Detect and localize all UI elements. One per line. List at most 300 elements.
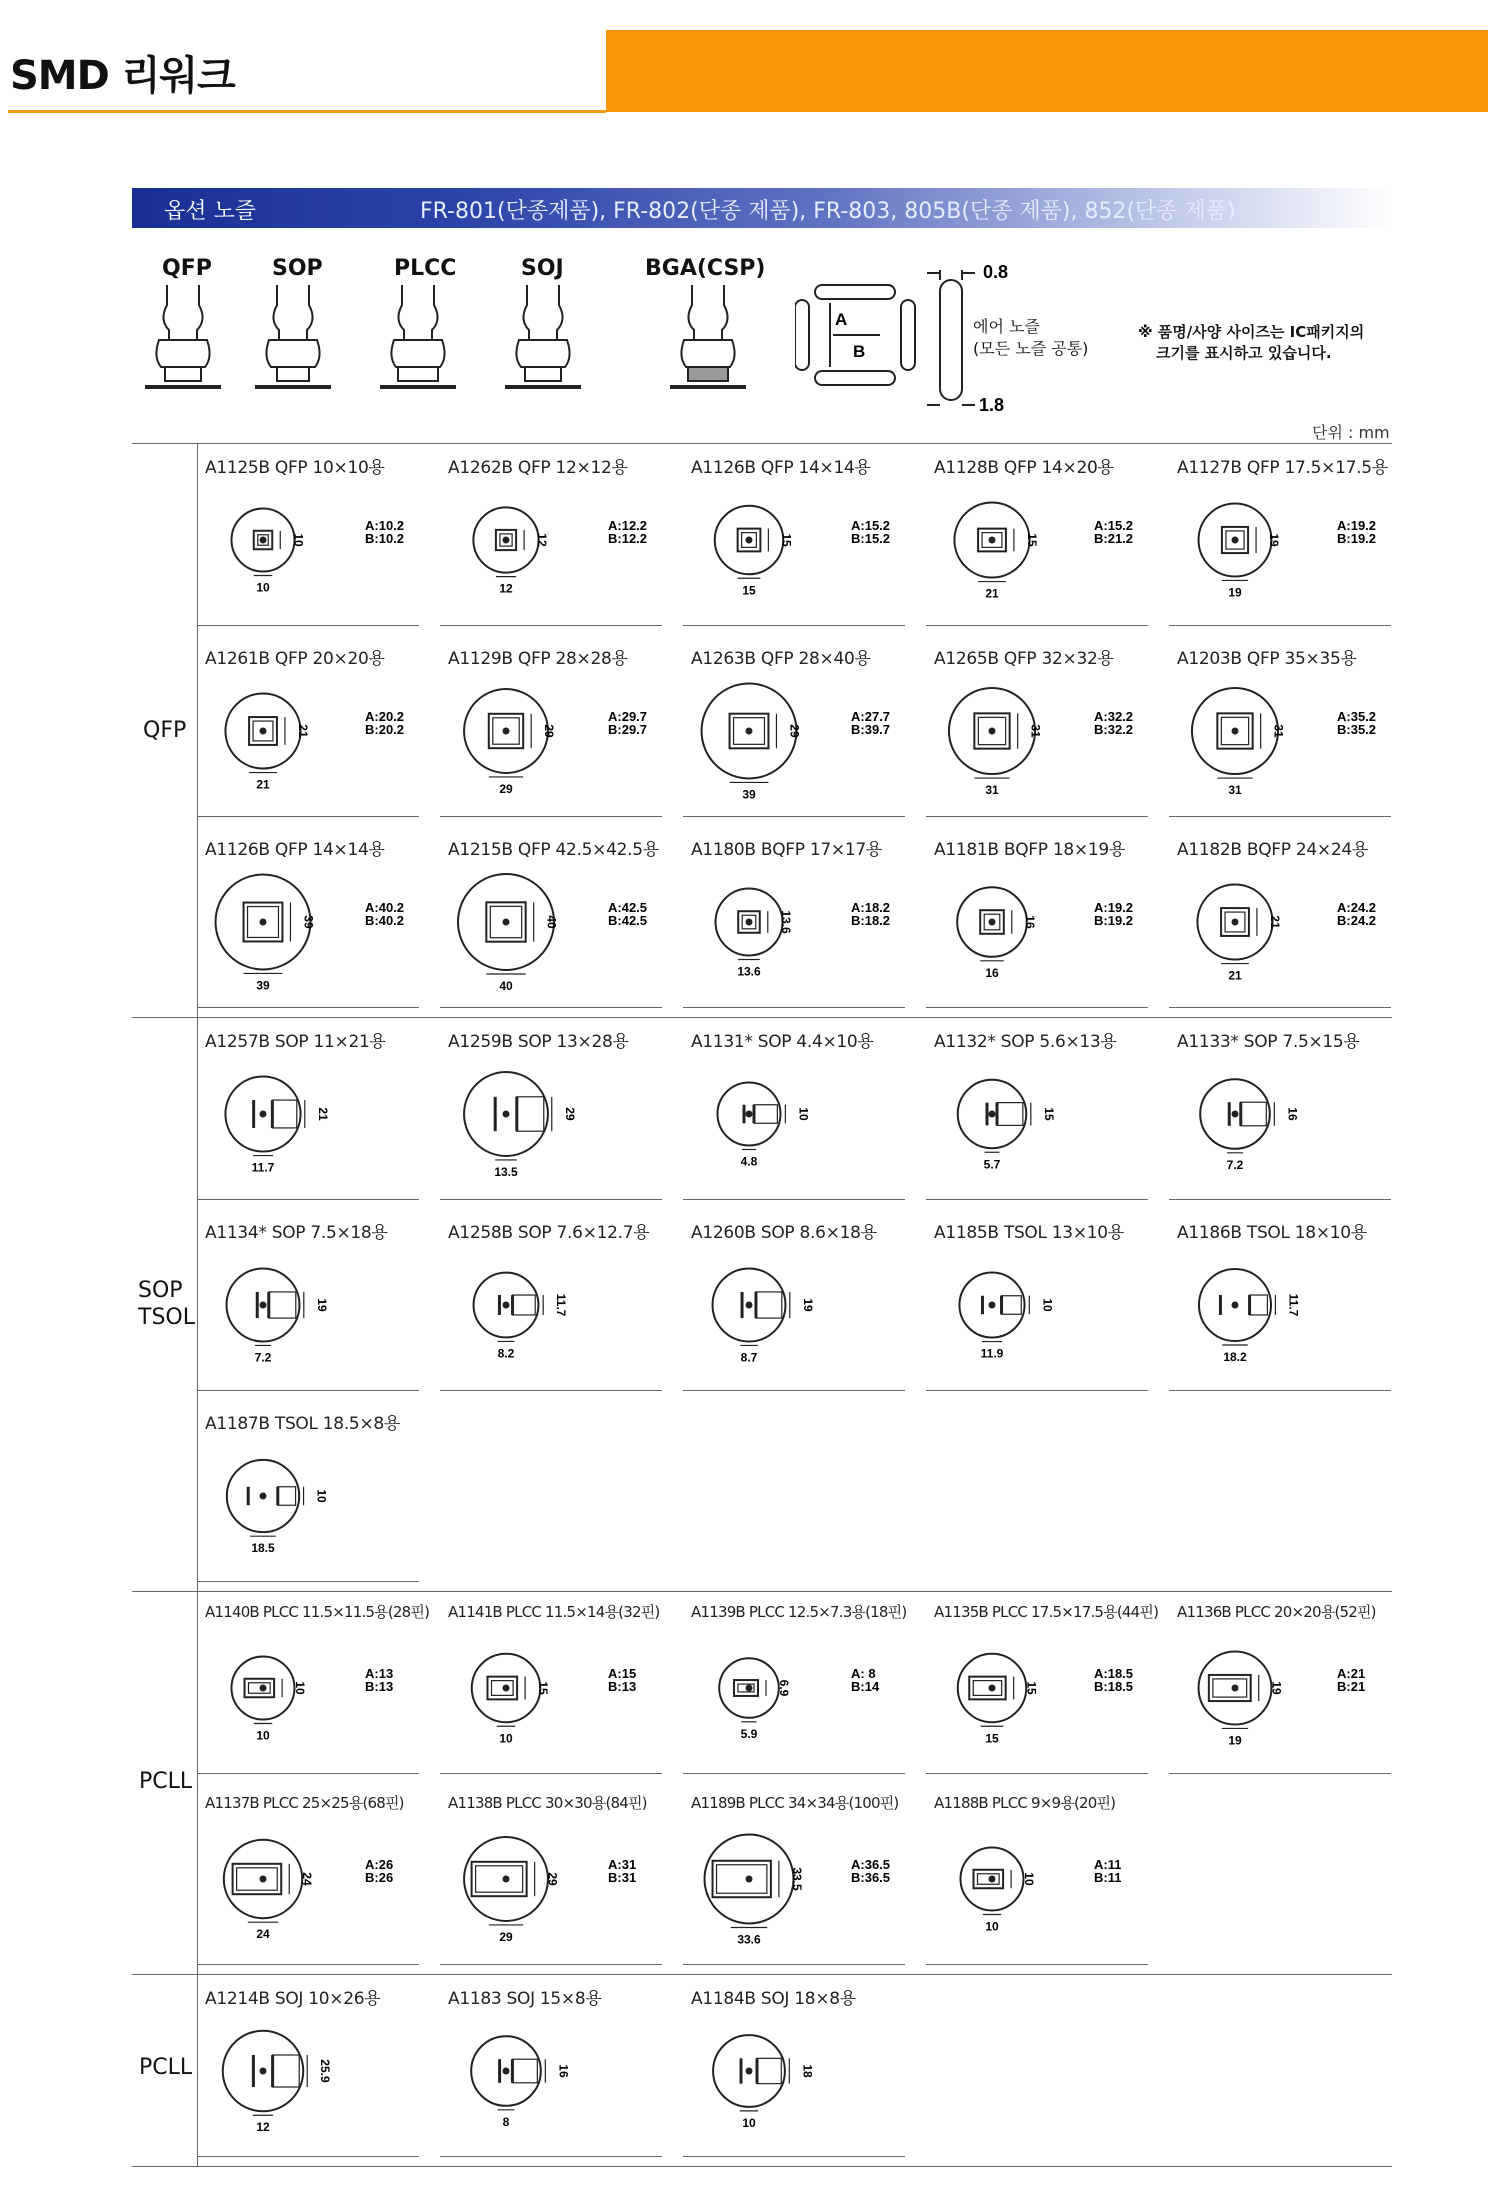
width-dim-label: 12 (499, 581, 513, 596)
nozzle-drawing (1177, 1052, 1402, 1197)
height-dim-label: 15 (1024, 533, 1039, 547)
nozzle-cell (1177, 644, 1402, 834)
width-dim-label: 15 (742, 583, 756, 598)
height-dim-label: 19 (1267, 533, 1282, 547)
dim-a-label: A:40.2 (365, 900, 405, 915)
nozzle-drawing (205, 860, 430, 1005)
nozzle-body (513, 1295, 536, 1315)
width-dim-label: 12 (256, 2120, 270, 2135)
nozzle-caption: A1265B QFP 32×32용 (934, 649, 1114, 669)
nozzle-cell (1177, 1601, 1402, 1791)
nozzle-drawing (691, 1052, 916, 1197)
height-dim-label: 10 (1022, 1872, 1037, 1886)
height-dim-label: 16 (1285, 1107, 1300, 1121)
width-dim-label: 24 (256, 1927, 270, 1942)
nozzle-cell (205, 1027, 430, 1217)
cell-divider (197, 1964, 419, 1965)
dim-a-label: A:19.2 (1094, 900, 1134, 915)
nozzle-caption: A1260B SOP 8.6×18용 (691, 1223, 877, 1243)
nozzle-cell (1177, 1027, 1402, 1217)
nozzle-center (747, 920, 752, 925)
dim-b-label: B:24.2 (1337, 913, 1377, 928)
nozzle-caption: A1135B PLCC 17.5×17.5용(44핀) (934, 1603, 1159, 1621)
nozzle-center (261, 538, 266, 543)
nozzle-center (747, 538, 752, 543)
height-dim-label: 31 (1271, 724, 1286, 738)
nozzle-caption: A1185B TSOL 13×10용 (934, 1223, 1124, 1243)
nozzle-caption: A1215B QFP 42.5×42.5용 (448, 840, 659, 860)
cell-divider (440, 1199, 662, 1200)
nozzle-inner (476, 1866, 523, 1892)
nozzle-center (990, 920, 995, 925)
height-dim-label: 25.9 (318, 2059, 333, 2083)
height-dim-label: 10 (1040, 1298, 1055, 1312)
height-dim-label: 15 (1024, 1681, 1039, 1695)
nozzle-drawing (691, 860, 916, 1005)
cell-divider (440, 1964, 662, 1965)
nozzle-drawing (691, 1626, 916, 1771)
nozzle-inner (973, 1681, 1001, 1696)
nozzle-caption: A1134* SOP 7.5×18용 (205, 1223, 388, 1243)
dim-a-label: A:27.7 (851, 709, 891, 724)
nozzle-center (1233, 1112, 1238, 1117)
nozzle-body (1250, 1295, 1268, 1315)
cell-divider (683, 1773, 905, 1774)
nozzle-center (504, 1303, 509, 1308)
banner-title: 옵션 노즐 (164, 199, 257, 224)
nozzle-cell (934, 1792, 1159, 1982)
height-dim-label: 31 (1028, 724, 1043, 738)
dim-b-label: B:21 (1337, 1679, 1366, 1694)
width-dim-label: 5.9 (740, 1726, 758, 1741)
dim-b-label: B:21.2 (1094, 531, 1134, 546)
cell-divider (683, 1007, 905, 1008)
nozzle-cell (205, 1218, 430, 1408)
nozzle-opening (472, 1862, 527, 1896)
nozzle-drawing (934, 860, 1159, 1005)
width-dim-label: 13.5 (494, 1164, 518, 1179)
nozzle-center (261, 1494, 266, 1499)
dim-b-label: B:19.2 (1094, 913, 1134, 928)
cell-divider (926, 1773, 1148, 1774)
dim-a-label: A:21 (1337, 1666, 1366, 1681)
nozzle-center (1233, 729, 1238, 734)
header-accent-bar (606, 30, 1488, 112)
height-dim-label: 19 (1269, 1681, 1284, 1695)
nozzle-caption: A1137B PLCC 25×25용(68핀) (205, 1794, 404, 1812)
nozzle-drawing (448, 2009, 673, 2154)
nozzle-center (1233, 1303, 1238, 1308)
cell-divider (683, 625, 905, 626)
nozzle-caption: A1189B PLCC 34×34용(100핀) (691, 1794, 899, 1812)
cell-divider (926, 816, 1148, 817)
nozzle-drawing (691, 669, 916, 814)
dim-b-label: B:31 (608, 1870, 637, 1885)
dim-b-label: B:39.7 (851, 722, 891, 737)
dim-a-label: A:42.5 (608, 900, 648, 915)
nozzle-body (756, 1292, 782, 1318)
nozzle-cell (1177, 453, 1402, 643)
dim-b-label: B:32.2 (1094, 722, 1134, 737)
dim-a-label: A:24.2 (1337, 900, 1377, 915)
nozzle-cell (448, 453, 673, 643)
width-dim-label: 39 (742, 787, 756, 802)
nozzle-center (747, 2069, 752, 2074)
width-dim-label: 29 (499, 781, 513, 796)
height-dim-label: 6.9 (777, 1679, 792, 1697)
width-dim-label: 10 (742, 2115, 756, 2130)
dim-b-label: B:18.2 (851, 913, 891, 928)
cell-divider (1169, 1390, 1391, 1391)
nozzle-cell (205, 1792, 430, 1982)
nozzle-cell (448, 1218, 673, 1408)
cell-divider (197, 1007, 419, 1008)
height-dim-label: 18 (800, 2064, 815, 2078)
nozzle-cell (205, 835, 430, 1025)
height-dim-label: 24 (300, 1872, 315, 1886)
nozzle-drawing (934, 669, 1159, 814)
nozzle-inner (237, 1868, 278, 1890)
nozzle-caption: A1126B QFP 14×14용 (691, 458, 871, 478)
nozzle-drawing (1177, 1626, 1402, 1771)
nozzle-caption: A1261B QFP 20×20용 (205, 649, 385, 669)
height-dim-label: 15 (779, 533, 794, 547)
section-label-qfp: QFP (143, 718, 187, 743)
cell-divider (1169, 625, 1391, 626)
nozzle-drawing (934, 1817, 1159, 1962)
label-a: A (835, 310, 848, 329)
dim-b-label: B:12.2 (608, 531, 648, 546)
nozzle-illustrations (130, 285, 770, 415)
cell-divider (197, 816, 419, 817)
nozzle-drawing (448, 1626, 673, 1771)
nozzle-caption: A1139B PLCC 12.5×7.3용(18핀) (691, 1603, 907, 1621)
cell-divider (1169, 1199, 1391, 1200)
nozzle-center (990, 1877, 995, 1882)
nozzle-caption: A1126B QFP 14×14용 (205, 840, 385, 860)
dim-b-label: B:11 (1094, 1870, 1122, 1885)
dim-b-label: B:15.2 (851, 531, 891, 546)
nozzle-center (261, 1877, 266, 1882)
nozzle-center (504, 2069, 509, 2074)
width-dim-label: 31 (1228, 783, 1242, 798)
nozzle-drawing (934, 478, 1159, 623)
nozzle-caption: A1258B SOP 7.6×12.7용 (448, 1223, 650, 1243)
nozzle-type-qfp: QFP (162, 256, 212, 281)
width-dim-label: 7.2 (254, 1350, 272, 1365)
nozzle-center (504, 1877, 509, 1882)
height-dim-label: 10 (314, 1489, 329, 1503)
dim-a-label: A:20.2 (365, 709, 405, 724)
height-dim-label: 19 (800, 1298, 815, 1312)
banner-models: FR-801(단종제품), FR-802(단종 제품), FR-803, 805B(단종 제품), 852(단종 제품) (420, 199, 1236, 224)
air-nozzle-caption: 에어 노즐 (모든 노즐 공통) (973, 317, 1089, 358)
nozzle-center (1233, 538, 1238, 543)
width-dim-label: 19 (1228, 1733, 1242, 1748)
nozzle-body (269, 1292, 296, 1318)
nozzle-center (261, 1112, 266, 1117)
width-dim-label: 21 (1228, 968, 1242, 983)
nozzle-center (747, 1877, 752, 1882)
dim-b-label: B:13 (365, 1679, 394, 1694)
nozzle-center (990, 538, 995, 543)
dim-b-label: B:18.5 (1094, 1679, 1134, 1694)
dim-a-label: A:29.7 (608, 709, 648, 724)
nozzle-cell (934, 453, 1159, 643)
cell-divider (197, 1199, 419, 1200)
nozzle-caption: A1133* SOP 7.5×15용 (1177, 1032, 1360, 1052)
dim-b-label: B:35.2 (1337, 722, 1377, 737)
nozzle-cell (691, 644, 916, 834)
nozzle-drawing (205, 669, 430, 814)
height-dim-label: 10 (293, 1681, 308, 1695)
cell-divider (197, 2156, 419, 2157)
cell-divider (440, 625, 662, 626)
nozzle-caption: A1129B QFP 28×28용 (448, 649, 628, 669)
nozzle-caption: A1257B SOP 11×21용 (205, 1032, 386, 1052)
nozzle-drawing (691, 2009, 916, 2154)
cell-divider (926, 625, 1148, 626)
height-dim-label: 16 (556, 2064, 571, 2078)
nozzle-drawing (934, 1052, 1159, 1197)
nozzle-caption: A1132* SOP 5.6×13용 (934, 1032, 1117, 1052)
nozzle-type-bga: BGA(CSP) (645, 256, 766, 281)
nozzle-caption: A1181B BQFP 18×19용 (934, 840, 1125, 860)
nozzle-caption: A1259B SOP 13×28용 (448, 1032, 629, 1052)
dim-b-label: B:14 (851, 1679, 880, 1694)
nozzle-body (1241, 1102, 1267, 1126)
nozzle-type-soj: SOJ (521, 256, 564, 281)
dim-a-label: A:18.5 (1094, 1666, 1134, 1681)
height-dim-label: 12 (535, 533, 550, 547)
nozzle-drawing (205, 2009, 430, 2154)
nozzle-drawing (448, 1817, 673, 1962)
nozzle-cell (691, 1218, 916, 1408)
nozzle-drawing (205, 1626, 430, 1771)
nozzle-cell (691, 835, 916, 1025)
cell-divider (440, 816, 662, 817)
nozzle-cell (1177, 1218, 1402, 1408)
cell-divider (683, 816, 905, 817)
nozzle-drawing (448, 1243, 673, 1388)
nozzle-body (754, 1105, 777, 1124)
nozzle-caption: A1262B QFP 12×12용 (448, 458, 628, 478)
nozzle-cell (205, 453, 430, 643)
nozzle-cell (691, 453, 916, 643)
nozzle-drawing (205, 1243, 430, 1388)
nozzle-drawing (691, 478, 916, 623)
nozzle-type-sop: SOP (272, 256, 323, 281)
nozzle-cell (691, 1027, 916, 1217)
width-dim-label: 29 (499, 1929, 513, 1944)
width-dim-label: 40 (499, 979, 513, 993)
height-dim-label: 10 (291, 533, 306, 547)
nozzle-center (1233, 1686, 1238, 1691)
cell-divider (683, 1199, 905, 1200)
width-dim-label: 7.2 (1226, 1157, 1244, 1172)
nozzle-center (990, 1303, 995, 1308)
nozzle-drawing (205, 1434, 430, 1579)
nozzle-inner (1213, 1679, 1247, 1697)
nozzle-cell (205, 1984, 430, 2174)
cell-divider (926, 1007, 1148, 1008)
nozzle-caption: A1214B SOJ 10×26용 (205, 1989, 381, 2009)
nozzle-center (504, 729, 509, 734)
nozzle-center (990, 1112, 995, 1117)
section-label-sop: SOP TSOL (138, 1278, 195, 1330)
nozzle-drawing (934, 1626, 1159, 1771)
nozzle-body (517, 1097, 544, 1131)
nozzle-body (278, 1487, 296, 1506)
cell-divider (197, 1581, 419, 1582)
dim-a-label: A:18.2 (851, 900, 891, 915)
nozzle-drawing (205, 1817, 430, 1962)
height-dim-label: 13.6 (778, 910, 793, 934)
width-dim-label: 11.9 (980, 1346, 1004, 1361)
unit-label: 단위 : mm (1312, 423, 1390, 442)
nozzle-cell (448, 835, 673, 1025)
cell-divider (1169, 1007, 1391, 1008)
cell-divider (197, 625, 419, 626)
height-dim-label: 40 (544, 915, 559, 929)
page-title: SMD 리워크 (10, 53, 235, 99)
nozzle-drawing (934, 1243, 1159, 1388)
width-dim-label: 8 (502, 2114, 510, 2129)
nozzle-drawing (1177, 860, 1402, 1005)
nozzle-cell (934, 835, 1159, 1025)
width-dim-label: 8.7 (740, 1350, 758, 1365)
nozzle-caption: A1203B QFP 35×35용 (1177, 649, 1357, 669)
cell-divider (1169, 1773, 1391, 1774)
cell-divider (926, 1199, 1148, 1200)
nozzle-cell (934, 1601, 1159, 1791)
height-dim-label: 29 (787, 724, 802, 738)
nozzle-caption: A1125B QFP 10×10용 (205, 458, 385, 478)
nozzle-cell (448, 1027, 673, 1217)
nozzle-cell (448, 1984, 673, 2174)
nozzle-caption: A1184B SOJ 18×8용 (691, 1989, 856, 2009)
nozzle-cell (448, 1601, 673, 1791)
nozzle-center (261, 1303, 266, 1308)
width-dim-label: 21 (256, 777, 270, 792)
dim-b-label: B:10.2 (365, 531, 405, 546)
nozzle-drawing (1177, 478, 1402, 623)
width-dim-label: 33.6 (737, 1932, 761, 1947)
height-dim-label: 29 (545, 1872, 560, 1886)
nozzle-drawing (691, 1243, 916, 1388)
nozzle-drawing (448, 669, 673, 814)
dim-a-label: A:15.2 (851, 518, 891, 533)
nozzle-cell (205, 644, 430, 834)
nozzle-cell (448, 1792, 673, 1982)
dim-a-label: A:12.2 (608, 518, 648, 533)
nozzle-center (261, 2069, 266, 2074)
width-dim-label: 4.8 (740, 1154, 758, 1169)
cell-divider (926, 1390, 1148, 1391)
label-b: B (853, 342, 866, 361)
cell-divider (440, 1007, 662, 1008)
nozzle-caption: A1141B PLCC 11.5×14용(32핀) (448, 1603, 660, 1621)
nozzle-center (1233, 920, 1238, 925)
width-dim-label: 31 (985, 783, 999, 798)
width-dim-label: 19 (1228, 585, 1242, 600)
nozzle-center (504, 538, 509, 543)
dim-a-label: A:35.2 (1337, 709, 1377, 724)
nozzle-body (997, 1103, 1023, 1126)
nozzle-drawing (1177, 669, 1402, 814)
nozzle-drawing (448, 478, 673, 623)
nozzle-cell (205, 1409, 430, 1599)
nozzle-opening (713, 1861, 771, 1897)
nozzle-caption: A1127B QFP 17.5×17.5용 (1177, 458, 1388, 478)
nozzle-center (504, 920, 509, 925)
width-dim-label: 21 (985, 586, 999, 601)
dim-b-label: B:42.5 (608, 913, 648, 928)
label-width: 1.8 (979, 395, 1005, 415)
nozzle-cell (934, 644, 1159, 834)
cell-divider (683, 1390, 905, 1391)
nozzle-caption: A1138B PLCC 30×30용(84핀) (448, 1794, 647, 1812)
section-label-soj: PCLL (139, 2055, 193, 2080)
nozzle-cell (934, 1027, 1159, 1217)
width-dim-label: 10 (985, 1919, 999, 1934)
nozzle-center (747, 1112, 752, 1117)
nozzle-center (261, 729, 266, 734)
nozzle-caption: A1180B BQFP 17×17용 (691, 840, 882, 860)
cell-divider (440, 1773, 662, 1774)
width-dim-label: 11.7 (251, 1160, 275, 1175)
width-dim-label: 10 (499, 1731, 513, 1746)
nozzle-center (990, 729, 995, 734)
dim-b-label: B:19.2 (1337, 531, 1377, 546)
nozzle-caption: A1263B QFP 28×40용 (691, 649, 871, 669)
cell-divider (683, 2156, 905, 2157)
nozzle-caption: A1182B BQFP 24×24용 (1177, 840, 1368, 860)
dim-a-label: A: 8 (851, 1666, 876, 1681)
height-dim-label: 21 (1267, 915, 1282, 929)
nozzle-cell (448, 644, 673, 834)
nozzle-body (512, 2059, 537, 2083)
dim-a-label: A:19.2 (1337, 518, 1377, 533)
nozzle-caption: A1140B PLCC 11.5×11.5용(28핀) (205, 1603, 430, 1621)
nozzle-cell (691, 1601, 916, 1791)
width-dim-label: 5.7 (983, 1157, 1001, 1172)
dim-b-label: B:13 (608, 1679, 637, 1694)
width-dim-label: 13.6 (737, 964, 761, 979)
nozzle-caption: A1187B TSOL 18.5×8용 (205, 1414, 401, 1434)
dim-a-label: A:11 (1094, 1857, 1122, 1872)
nozzle-cell (934, 1218, 1159, 1408)
height-dim-label: 33.5 (789, 1867, 804, 1891)
height-dim-label: 21 (315, 1107, 330, 1121)
cell-divider (683, 1964, 905, 1965)
dim-b-label: B:20.2 (365, 722, 405, 737)
dim-b-label: B:36.5 (851, 1870, 891, 1885)
nozzle-cell (1177, 835, 1402, 1025)
nozzle-center (504, 1112, 509, 1117)
section-column-rule (197, 443, 198, 2166)
dim-a-label: A:10.2 (365, 518, 405, 533)
dim-a-label: A:31 (608, 1857, 637, 1872)
height-dim-label: 15 (536, 1681, 551, 1695)
label-gap: 0.8 (983, 265, 1009, 282)
divider (132, 443, 1392, 444)
nozzle-caption: A1186B TSOL 18×10용 (1177, 1223, 1367, 1243)
width-dim-label: 39 (256, 978, 270, 993)
cell-divider (440, 1390, 662, 1391)
nozzle-center (747, 1686, 752, 1691)
nozzle-drawing (448, 860, 673, 1005)
